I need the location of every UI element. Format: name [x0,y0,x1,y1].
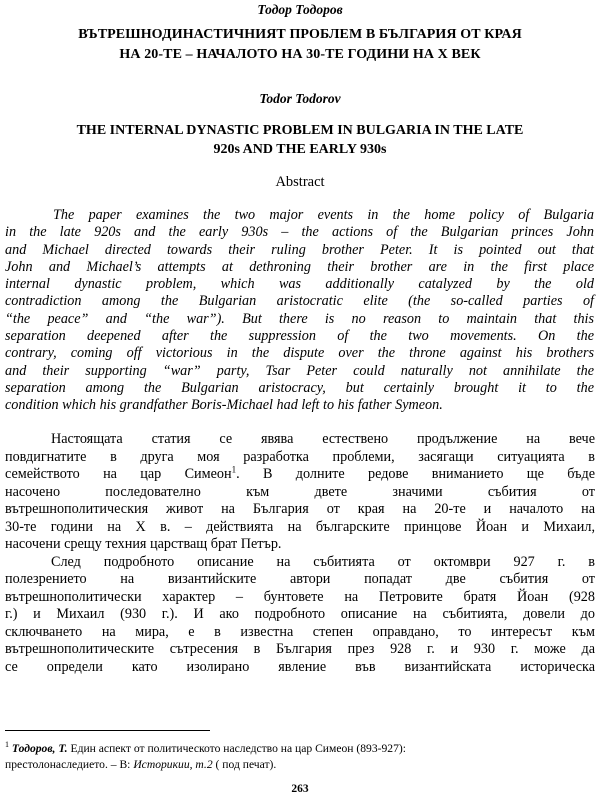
paragraph-line: вътрешнополитически характер – бунтовете на Петровите братя Йоан (928 [5,588,595,605]
title-bulgarian-line: НА 20-ТЕ – НАЧАЛОТО НА 30-ТЕ ГОДИНИ НА Х ВЕК [119,47,481,62]
title-bulgarian-line: ВЪТРЕШНОДИНАСТИЧНИЯТ ПРОБЛЕМ В БЪЛГАРИЯ ОТ КРАЯ [78,27,522,42]
title-english-line: 920s AND THE EARLY 930s [213,142,387,157]
paragraph-line-part: семейството на цар Симеон [5,466,232,482]
abstract-line: contrary, coming off victorious in the dispute over the throne against his brothers [5,345,594,362]
abstract-text [5,207,594,415]
footnote-reference[interactable]: 1 [231,464,237,475]
abstract-line: The paper examines the two major events in the home policy of Bulgaria [53,207,594,223]
abstract-heading: Abstract [275,174,325,190]
abstract-line: John and Michael’s attempts at dethroning their brother are in the first place [5,258,594,275]
paragraph-line: насочено последователно към двете значими събития от [5,483,595,500]
abstract-line: in the late 920s and the early 930s – the actions of the Bulgarian princes John [5,224,594,241]
footnote-text: Един аспект от политическото наследство на цар Симеон (893-927): [67,742,406,755]
abstract-line: and their supporting “war” party, Tsar Peter could naturally not annihilate the [5,362,594,379]
abstract-line: separation among the Bulgarian aristocracy, but certainly brought it to the [5,379,594,396]
footnote-text: ( под печат). [212,758,277,771]
author-name-english: Todor Todorov [259,91,341,106]
abstract-line: and Michael directed towards their ruling brother Peter. It is pointed out that [5,241,594,258]
footnote-line [5,757,595,773]
abstract-line: “the peace” and “the war”). But there is no reason to maintain that this [5,310,594,327]
paragraph-line: повдигнатите в друга моя разработка проблеми, засягащи ситуацията в [5,448,595,465]
paragraph-line: 30-те години на Х в. – действията на българските принцове Йоан и Михаил, [5,518,595,535]
paragraph-line: се определи като изолирано явление във византийската историческа [5,658,595,675]
footnote-text: престолонаследието. – В: [5,758,134,771]
paragraph-line: След подробното описание на събитията от октомври 927 г. в [51,553,595,570]
footnote-source: Историкии, т.2 [133,758,213,771]
title-english-line: THE INTERNAL DYNASTIC PROBLEM IN BULGARIA IN THE LATE [76,123,524,138]
footnote-line [5,741,595,757]
author-name-bulgarian: Тодор Тодоров [257,2,343,17]
paragraph-line: вътрешнополитическите сътресения в България през 928 г. и 930 г. може да [5,641,595,657]
page-number: 263 [291,783,309,795]
abstract-line: condition which his grandfather Boris-Michael had left to his father Symeon. [5,397,443,414]
footnote-author: Тодоров, Т. [11,742,68,755]
footnote [5,741,595,773]
paragraph-line: сключването на мира, е в известна степен оправдано, то интересът към [5,623,595,640]
abstract-line: contradiction among the Bulgarian aristocratic elite (the so-called parties of [5,293,594,310]
paragraph-line [5,466,595,484]
paragraph-line: г.) и Михаил (930 г.). И ако подробното описание на събитията, довели до [5,606,595,622]
title-bulgarian [14,25,586,65]
abstract-line: separation deepened after the suppression of the two movements. On the [5,328,594,345]
paragraph-line: вътрешнополитическия живот на България от края на 20-те и началото на [5,501,595,517]
body-text [5,431,595,676]
title-english [14,121,586,159]
abstract-line: internal dynastic problem, which was additionally catalyzed by the old [5,276,594,293]
footnote-number: 1 [5,740,9,750]
paragraph-line-part: . В долните редове вниманието ще бъде [236,466,595,482]
paragraph-line: насочени срещу техния царстващ брат Петър. [5,536,282,552]
paragraph-line: Настоящата статия се явява естествено продължение на вече [51,431,595,447]
footnote-separator [5,730,210,731]
paragraph-line: полезрението на византийските автори попадат две събития от [5,571,595,587]
